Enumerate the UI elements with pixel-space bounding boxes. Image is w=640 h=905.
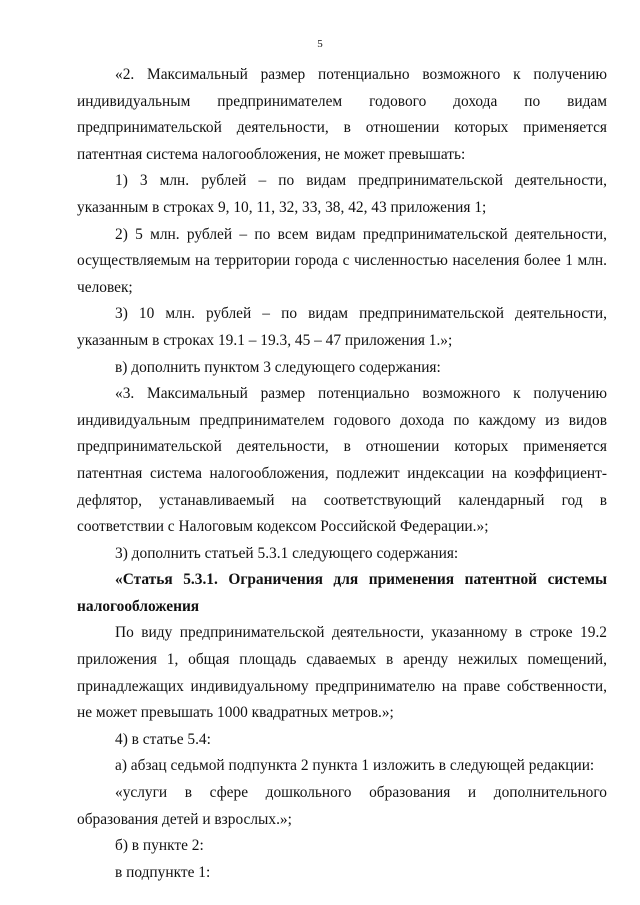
paragraph-item-1-3mln: 1) 3 млн. рублей – по видам предпринимательской деятельности, указанным в строках 9, 10, 11, 32, 33, 38, 42, 43 приложения 1; xyxy=(77,172,607,216)
paragraph-floor-area-limit: По виду предпринимательской деятельности, указанному в строке 19.2 приложения 1, общая площадь сдаваемых в аренду нежилых помещений, принадлежащих индивидуальному предпринимателю на праве собственности, не может превышать 1000 квадратных метров.»; xyxy=(77,624,607,722)
paragraph-subitem-a: а) абзац седьмой подпункта 2 пункта 1 изложить в следующей редакции: xyxy=(115,757,595,775)
paragraph-education-services: «услуги в сфере дошкольного образования и дополнительного образования детей и взрослых.»; xyxy=(77,784,607,828)
article-5-3-1-heading: «Статья 5.3.1. Ограничения для применения патентной системы налогообложения xyxy=(77,571,607,615)
paragraph-article-5-4: 4) в статье 5.4: xyxy=(115,730,211,748)
paragraph-add-point-3: в) дополнить пунктом 3 следующего содержания: xyxy=(115,358,441,376)
page-number: 5 xyxy=(317,38,323,50)
paragraph-item-2-5mln: 2) 5 млн. рублей – по всем видам предпринимательской деятельности, осуществляемым на территории города с численностью населения более 1 млн. человек; xyxy=(77,225,607,296)
document-body xyxy=(77,62,607,886)
paragraph-item-3-10mln: 3) 10 млн. рублей – по видам предпринимательской деятельности, указанным в строках 19.1 – 19.3, 45 – 47 приложения 1.»; xyxy=(77,305,607,349)
paragraph-subpoint-1: в подпункте 1: xyxy=(115,863,211,881)
paragraph-clause-3-indexation: «3. Максимальный размер потенциально возможного к получению индивидуальным предпринимателем годового дохода по каждому из видов предпринимательской деятельности, в отношении которых применяется патентная система налогообложения, подлежит индексации на коэффициент-дефлятор, устанавливаемый на соответствующий календарный год в соответствии с Налоговым кодексом Российской Федерации.»; xyxy=(77,385,607,536)
paragraph-subitem-b: б) в пункте 2: xyxy=(115,837,204,855)
paragraph-add-article-5-3-1: 3) дополнить статьей 5.3.1 следующего содержания: xyxy=(115,544,459,562)
paragraph-max-income-clause-2: «2. Максимальный размер потенциально возможного к получению индивидуальным предпринимателем годового дохода по видам предпринимательской деятельности, в отношении которых применяется патентная система налогообложения, не может превышать: xyxy=(77,66,607,163)
